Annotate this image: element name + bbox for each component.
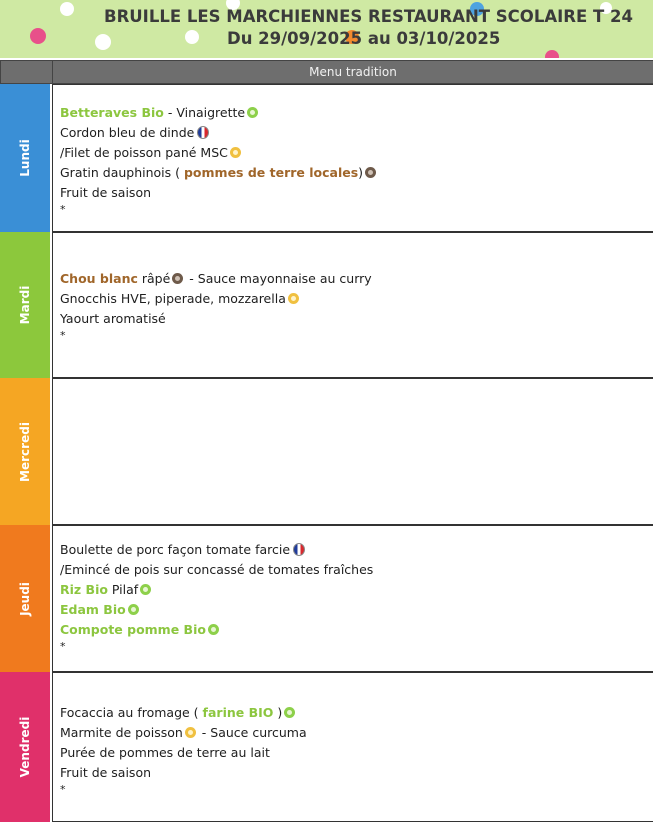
- menu-item-text: *: [60, 783, 66, 796]
- day-menu-box: [52, 84, 653, 232]
- day-label: Vendredi: [18, 716, 32, 778]
- decor-dot: [545, 50, 559, 58]
- menu-item-text: Purée de pommes de terre au lait: [60, 745, 270, 760]
- day-label: Jeudi: [18, 581, 32, 616]
- menu-item-text: Gratin dauphinois (: [60, 165, 184, 180]
- day-tab: [0, 232, 50, 378]
- day-row-lundi: [0, 84, 653, 232]
- menu-item-text: Marmite de poisson: [60, 725, 183, 740]
- menu-item-text: - Vinaigrette: [163, 105, 246, 120]
- menu-item-text: ): [273, 705, 283, 720]
- day-label: Lundi: [18, 139, 32, 177]
- menu-date-range: Du 29/09/2025 au 03/10/2025: [227, 29, 501, 48]
- column-header-corner: [0, 60, 53, 84]
- menu-item-text: ): [358, 165, 364, 180]
- day-tab: [0, 672, 50, 822]
- menu-item-text: Riz Bio: [60, 582, 108, 597]
- day-row-jeudi: [0, 525, 653, 672]
- menu-item-text: Gnocchis HVE, piperade, mozzarella: [60, 291, 286, 306]
- day-row-vendredi: [0, 672, 653, 822]
- day-menu-box: [52, 378, 653, 525]
- quality-label-icon: [230, 147, 241, 158]
- menu-items: [60, 540, 373, 654]
- menu-item: [60, 743, 307, 763]
- column-header-menu-tradition: Menu tradition: [53, 60, 653, 84]
- bio-label-icon: [140, 584, 151, 595]
- menu-item-text: /Filet de poisson pané MSC: [60, 145, 228, 160]
- menu-item: [60, 703, 307, 723]
- day-menu-box: [52, 672, 653, 822]
- day-label: Mardi: [18, 285, 32, 325]
- menu-item: [60, 203, 378, 217]
- menu-item-text: Yaourt aromatisé: [60, 311, 166, 326]
- menu-item-text: farine BIO: [202, 705, 274, 720]
- menu-item: [60, 600, 373, 620]
- menu-item-text: *: [60, 329, 66, 342]
- quality-label-icon: [288, 293, 299, 304]
- france-flag-icon: [197, 126, 209, 139]
- local-label-icon: [172, 273, 183, 284]
- menu-item-text: Betteraves Bio: [60, 105, 164, 120]
- menu-item-text: - Sauce curcuma: [197, 725, 307, 740]
- bio-label-icon: [247, 107, 258, 118]
- menu-item: [60, 143, 378, 163]
- menu-item-text: Boulette de porc façon tomate farcie: [60, 542, 291, 557]
- menu-item-text: Chou blanc: [60, 271, 138, 286]
- day-tab: [0, 378, 50, 525]
- day-label: Mercredi: [18, 421, 32, 482]
- menu-items: [60, 269, 372, 343]
- menu-item: [60, 329, 372, 343]
- menu-item: [60, 163, 378, 183]
- bio-label-icon: [128, 604, 139, 615]
- menu-item: [60, 103, 378, 123]
- france-flag-icon: [293, 543, 305, 556]
- day-tab: [0, 525, 50, 672]
- menu-title: BRUILLE LES MARCHIENNES RESTAURANT SCOLAIRE T 24: [104, 7, 633, 26]
- menu-item-text: pommes de terre locales: [183, 165, 359, 180]
- menu-item-text: *: [60, 203, 66, 216]
- menu-item-text: râpé: [137, 271, 171, 286]
- menu-item: [60, 560, 373, 580]
- day-menu-box: [52, 232, 653, 378]
- menu-item: [60, 723, 307, 743]
- menu-item-text: Edam Bio: [60, 602, 126, 617]
- menu-items: [60, 103, 378, 217]
- day-menu-box: [52, 525, 653, 672]
- column-header-bar: [0, 58, 653, 84]
- quality-label-icon: [185, 727, 196, 738]
- day-tab: [0, 84, 50, 232]
- menu-item: [60, 269, 372, 289]
- menu-item: [60, 183, 378, 203]
- menu-item-text: Compote pomme Bio: [60, 622, 206, 637]
- menu-item: [60, 763, 307, 783]
- menu-item-text: *: [60, 640, 66, 653]
- menu-item-text: Fruit de saison: [60, 765, 152, 780]
- menu-item: [60, 309, 372, 329]
- menu-item-text: /Emincé de pois sur concassé de tomates fraîches: [60, 562, 374, 577]
- menu-item-text: Pilaf: [107, 582, 139, 597]
- menu-item-text: Cordon bleu de dinde: [60, 125, 195, 140]
- menu-items: [60, 703, 307, 797]
- menu-item: [60, 580, 373, 600]
- menu-item: [60, 123, 378, 143]
- menu-item-text: Focaccia au fromage (: [60, 705, 203, 720]
- menu-header: [0, 0, 653, 58]
- menu-item: [60, 620, 373, 640]
- local-label-icon: [365, 167, 376, 178]
- bio-label-icon: [284, 707, 295, 718]
- bio-label-icon: [208, 624, 219, 635]
- day-row-mercredi: [0, 378, 653, 525]
- menu-item: [60, 783, 307, 797]
- menu-item: [60, 640, 373, 654]
- day-row-mardi: [0, 232, 653, 378]
- menu-item: [60, 540, 373, 560]
- menu-item-text: Fruit de saison: [60, 185, 152, 200]
- menu-item-text: - Sauce mayonnaise au curry: [185, 271, 372, 286]
- menu-item: [60, 289, 372, 309]
